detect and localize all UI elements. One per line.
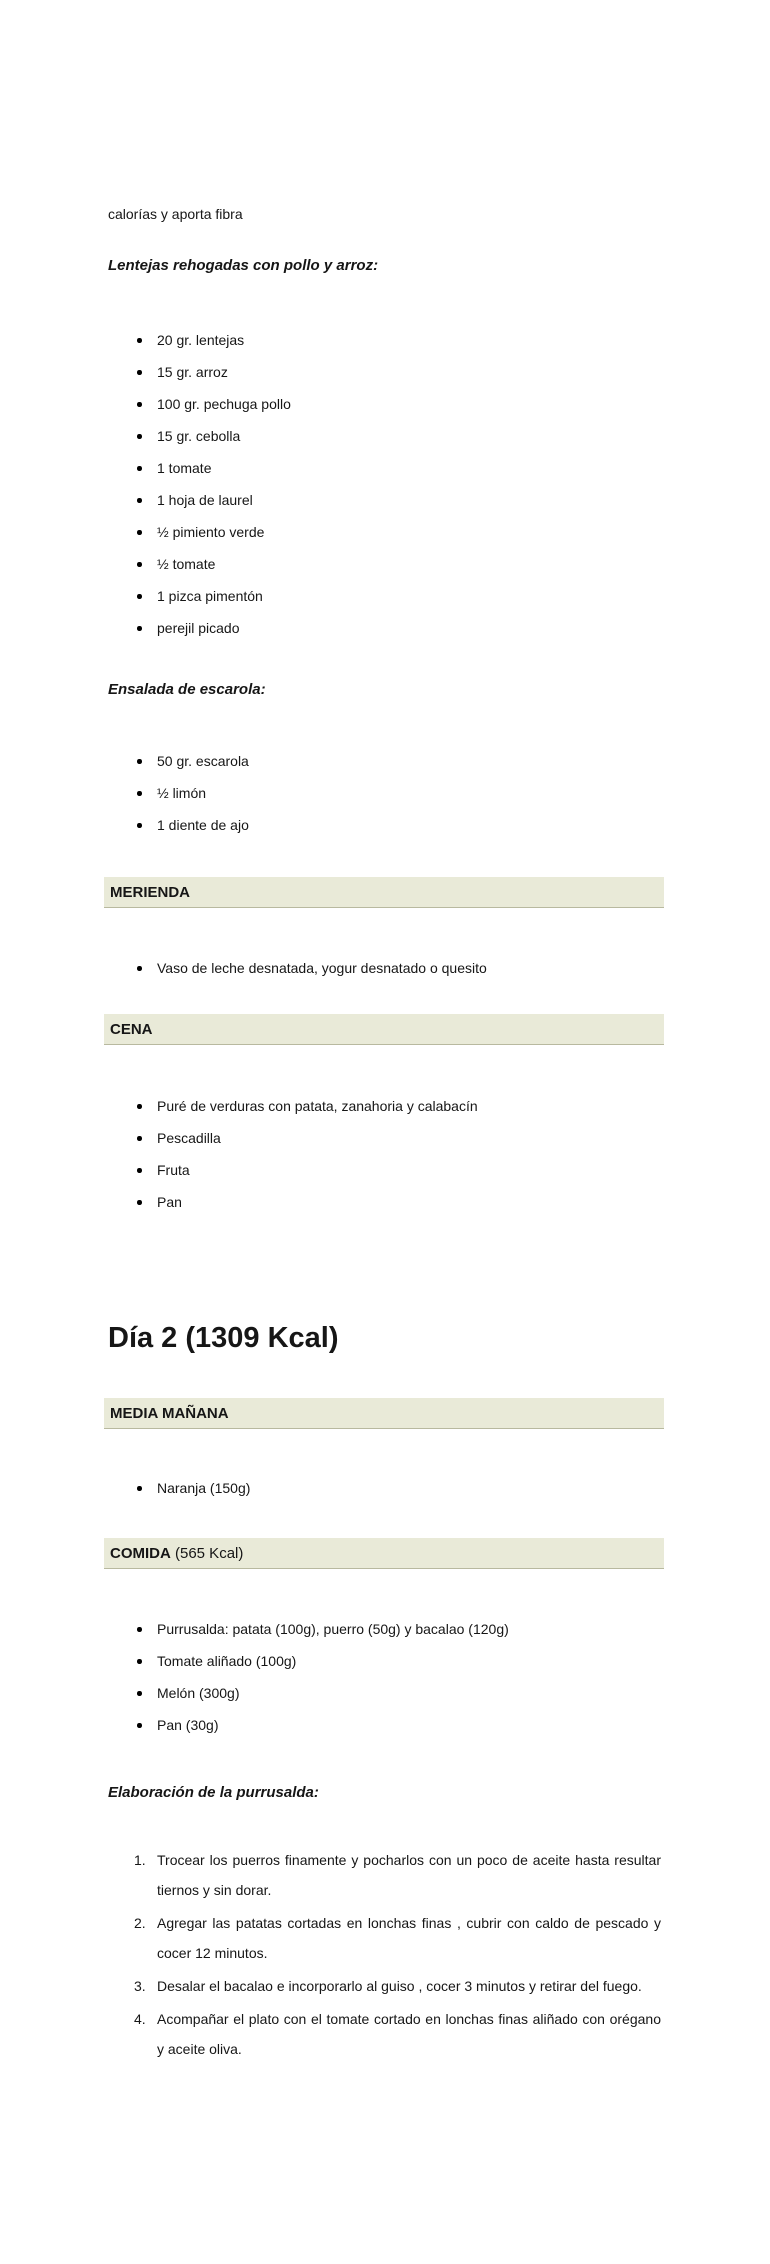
section-label: MEDIA MAÑANA [110,1404,229,1422]
list-item: 1 pizca pimentón [108,587,668,605]
section-label: CENA [110,1020,153,1038]
intro-paragraph: calorías y aporta fibra [108,206,243,222]
section-header-cena [104,1014,664,1045]
step-item: Acompañar el plato con el tomate cortado en lonchas finas aliñado con orégano y aceite oliva. [157,2011,661,2057]
ingredient-list-escarola [108,752,668,848]
list-item: Tomate aliñado (100g) [108,1652,668,1670]
step-item: Desalar el bacalao e incorporarlo al guiso , cocer 3 minutos y retirar del fuego. [157,1978,642,1994]
section-header-merienda [104,877,664,908]
recipe-title-escarola: Ensalada de escarola: [108,681,266,698]
comida-list [108,1620,668,1748]
elaboration-steps [108,1845,661,2067]
section-label: MERIENDA [110,883,191,901]
step-item: Agregar las patatas cortadas en lonchas finas , cubrir con caldo de pescado y cocer 12 minutos. [157,1915,661,1961]
list-item: Purrusalda: patata (100g), puerro (50g) y bacalao (120g) [108,1620,668,1638]
list-item: 20 gr. lentejas [108,331,668,349]
cena-list [108,1097,668,1225]
list-item: perejil picado [108,619,668,637]
ingredient-list-lentejas [108,331,668,651]
list-item: 15 gr. arroz [108,363,668,381]
list-item: Vaso de leche desnatada, yogur desnatado o quesito [108,959,668,977]
list-item: 50 gr. escarola [108,752,668,770]
list-item: ½ pimiento verde [108,523,668,541]
section-header-comida [104,1538,664,1569]
step-item: Trocear los puerros finamente y pocharlos con un poco de aceite hasta resultar tiernos y sin dorar. [157,1852,661,1898]
list-item: Pescadilla [108,1129,668,1147]
list-item: ½ limón [108,784,668,802]
list-item: 100 gr. pechuga pollo [108,395,668,413]
section-header-media-manana [104,1398,664,1429]
recipe-title-lentejas: Lentejas rehogadas con pollo y arroz: [108,257,379,274]
list-item: Fruta [108,1161,668,1179]
list-item: 15 gr. cebolla [108,427,668,445]
list-item: Melón (300g) [108,1684,668,1702]
media-manana-list [108,1479,668,1511]
list-item: 1 diente de ajo [108,816,668,834]
section-label: COMIDA [110,1544,171,1562]
list-item: 1 hoja de laurel [108,491,668,509]
day-title: Día 2 (1309 Kcal) [108,1322,339,1354]
list-item: Pan (30g) [108,1716,668,1734]
list-item: Naranja (150g) [108,1479,668,1497]
merienda-list [108,959,668,991]
list-item: ½ tomate [108,555,668,573]
list-item: Pan [108,1193,668,1211]
list-item: 1 tomate [108,459,668,477]
elaboration-title: Elaboración de la purrusalda: [108,1784,319,1801]
section-suffix: (565 Kcal) [170,1544,244,1562]
list-item: Puré de verduras con patata, zanahoria y calabacín [108,1097,668,1115]
